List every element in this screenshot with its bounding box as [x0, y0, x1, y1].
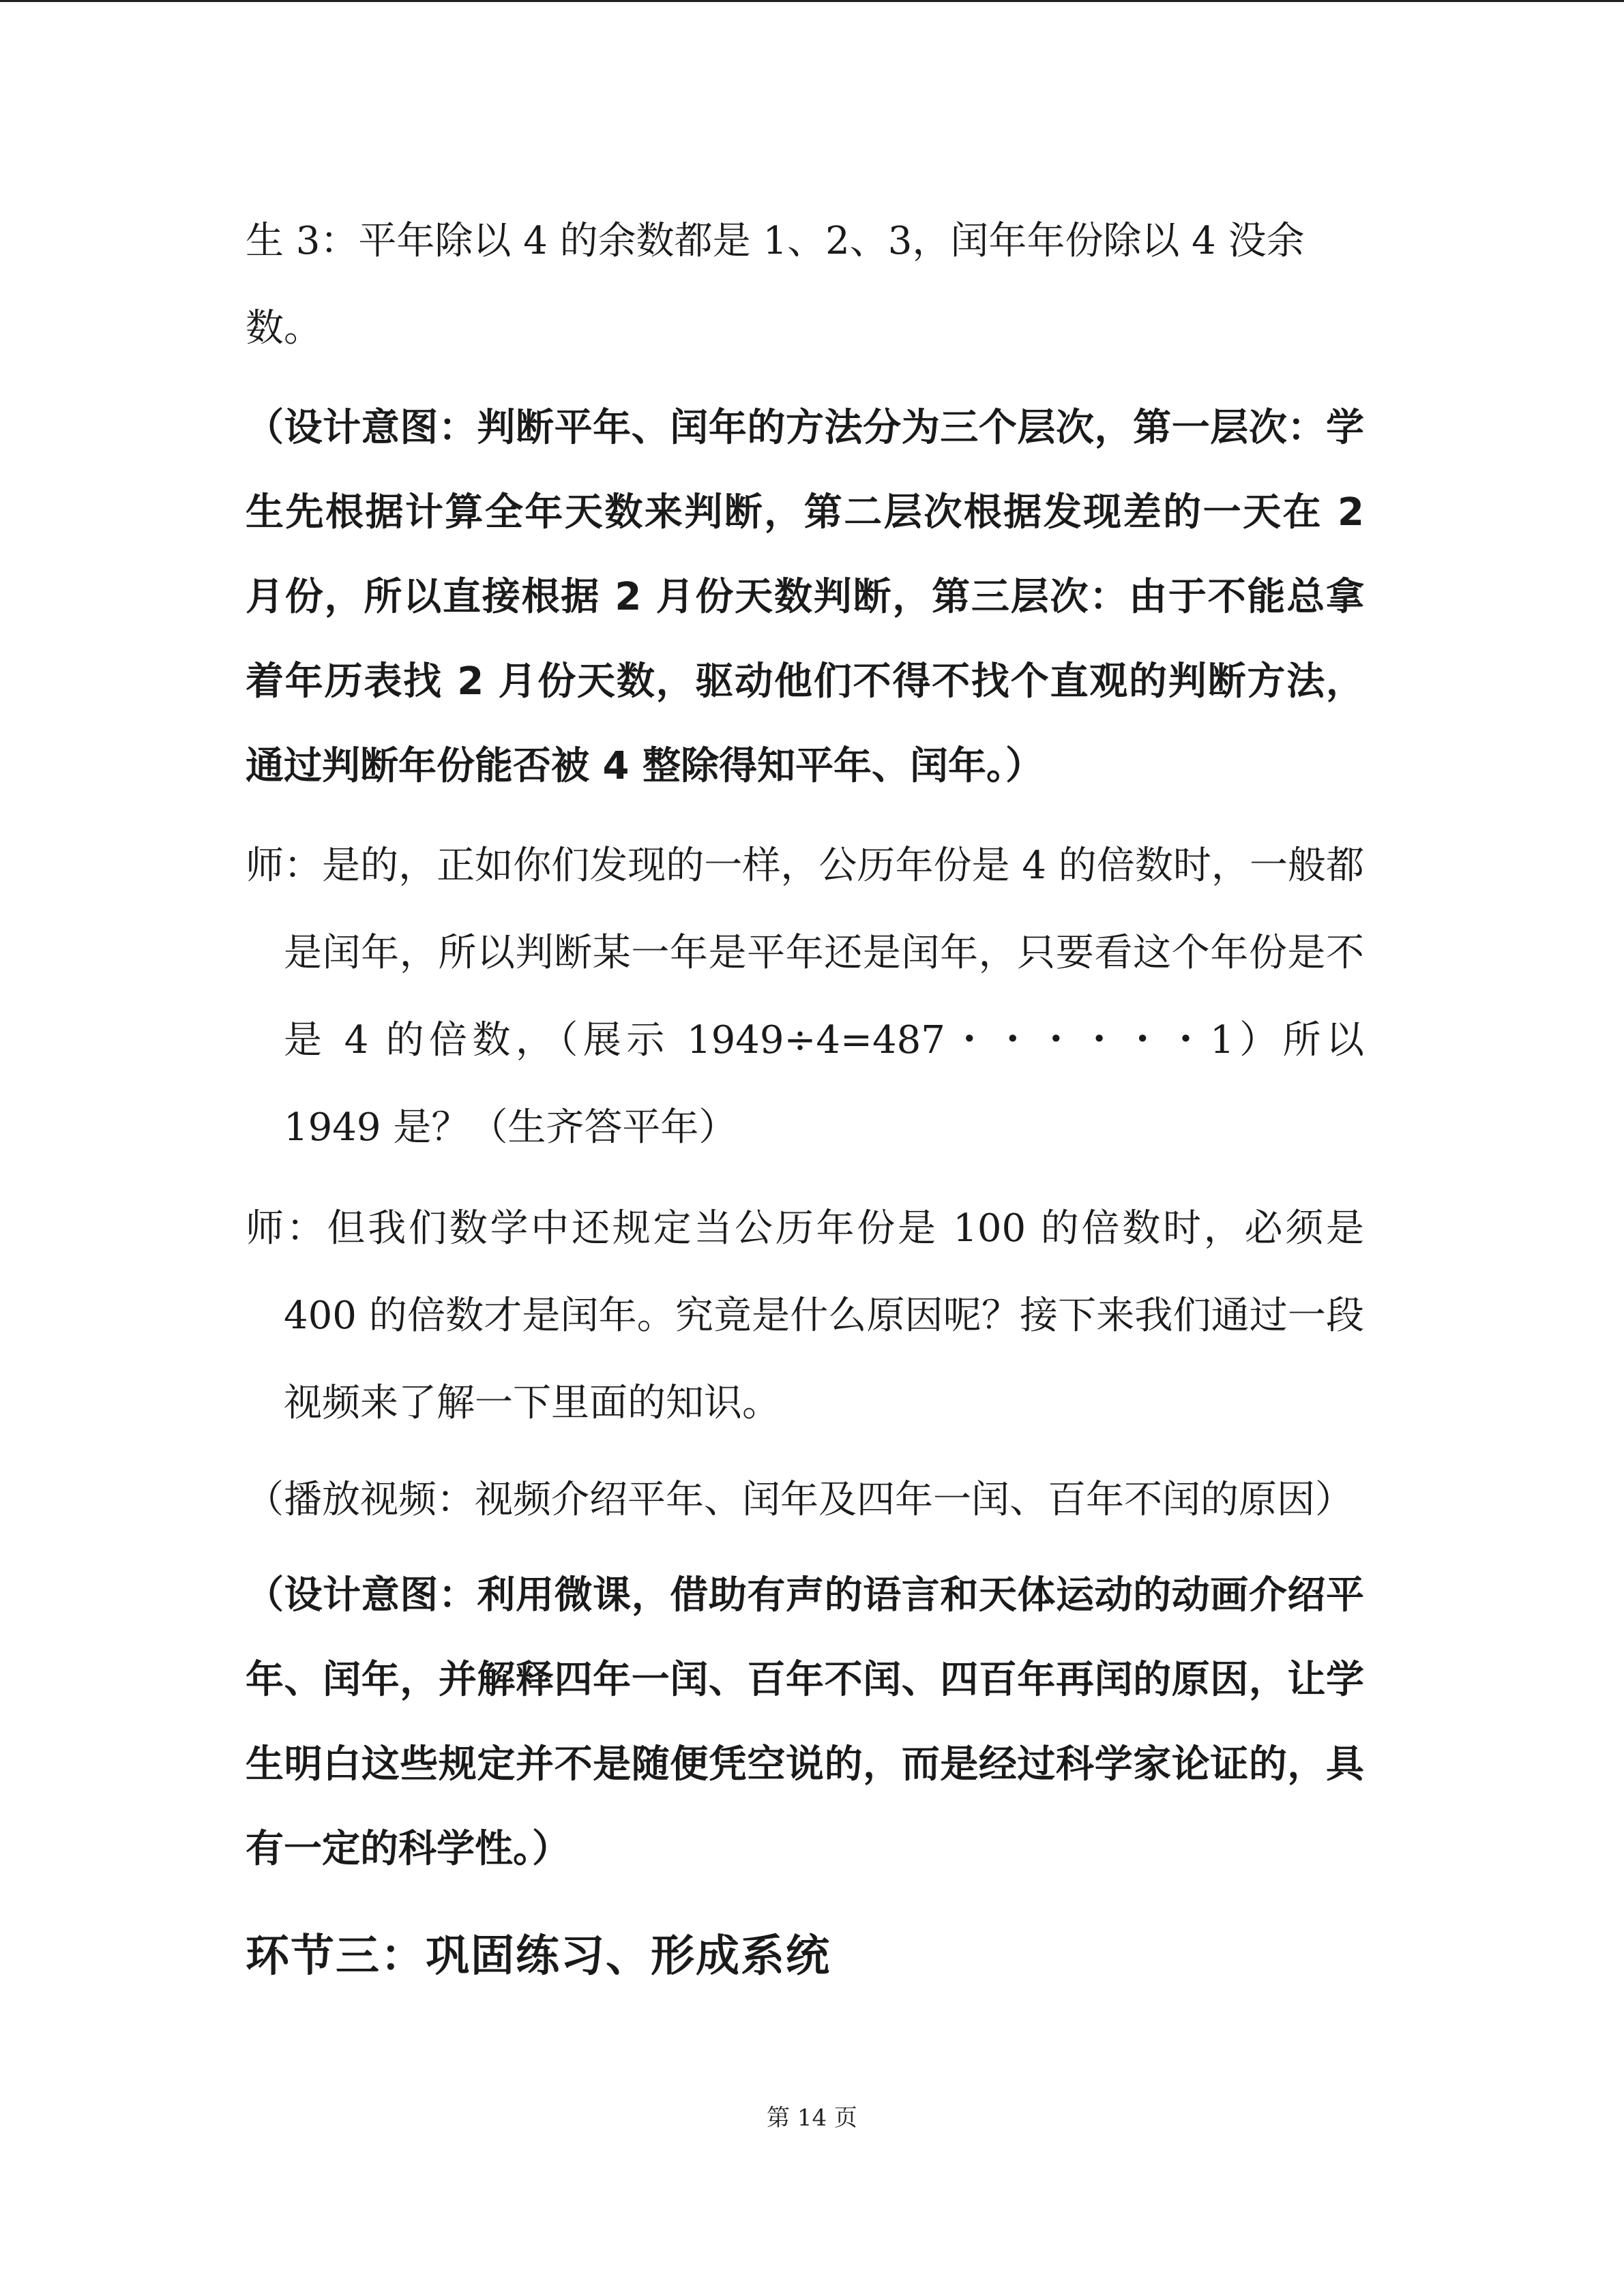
design-intent-paragraph-2: （设计意图：利用微课，借助有声的语言和天体运动的动画介绍平年、闰年，并解释四年一闰、百年不闰、四百年再闰的原因，让学生明白这些规定并不是随便凭空说的，而是经过科学家论证的，具有一定的科学性。） — [246, 1573, 1364, 1871]
top-border-line — [0, 0, 1624, 2]
video-note-paragraph: （播放视频：视频介绍平年、闰年及四年一闰、百年不闰的原因） — [246, 1478, 1353, 1522]
teacher-paragraph-2: 师：但我们数学中还规定当公历年份是 100 的倍数时，必须是 400 的倍数才是闰年。究竟是什么原因呢？接下来我们通过一段视频来了解一下里面的知识。 — [246, 1206, 1364, 1425]
student-answer-paragraph: 生 3：平年除以 4 的余数都是 1、2、3，闰年年份除以 4 没余数。 — [246, 219, 1305, 351]
section-heading: 环节三：巩固练习、形成系统 — [246, 1931, 831, 1982]
page-number: 第 14 页 — [767, 2104, 857, 2132]
teacher-paragraph-1: 师：是的，正如你们发现的一样，公历年份是 4 的倍数时，一般都是闰年，所以判断某一年是平年还是闰年，只要看这个年份是不是 4 的倍数，（展示 1949÷4=487・・・・・・1）所以 1949 是？（生齐答平年） — [246, 844, 1364, 1150]
document-page — [246, 198, 1364, 2008]
design-intent-paragraph-1: （设计意图：判断平年、闰年的方法分为三个层次，第一层次：学生先根据计算全年天数来判断，第二层次根据发现差的一天在 2 月份，所以直接根据 2 月份天数判断，第三层次：由于不能总拿着年历表找 2 月份天数，驱动他们不得不找个直观的判断方法，通过判断年份能否被 4 整除得知平年、闰年。） — [246, 406, 1364, 788]
